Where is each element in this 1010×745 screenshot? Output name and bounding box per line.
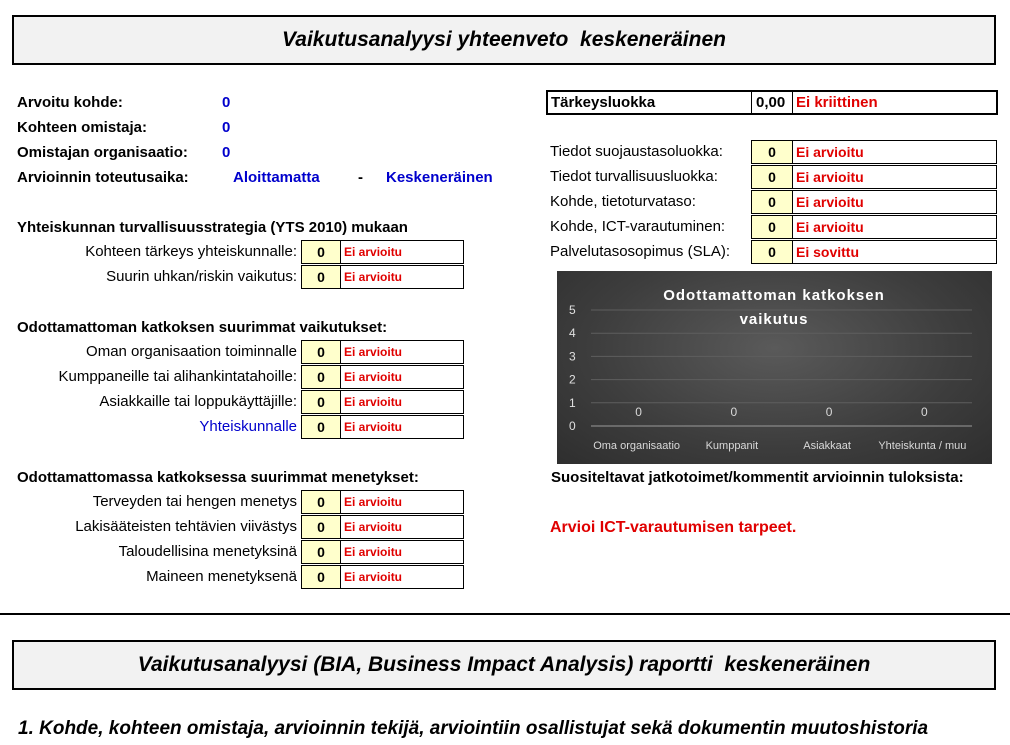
vaikutukset-row-value: 0 [301,390,341,414]
luokat-row-label: Tiedot turvallisuusluokka: [550,168,718,185]
yts-row-status: Ei arvioitu [340,240,464,264]
y-tick-label: 4 [569,326,576,341]
vaikutukset-row-label: Asiakkaille tai loppukäyttäjille: [99,393,297,410]
menetykset-row-label: Lakisääteisten tehtävien viivästys [75,518,297,535]
menetykset-row-status: Ei arvioitu [340,540,464,564]
report-title: Vaikutusanalyysi (BIA, Business Impact Analysis) raportti keskeneräinen [12,640,996,690]
organisaatio-label: Omistajan organisaatio: [17,144,188,161]
yts-heading: Yhteiskunnan turvallisuusstrategia (YTS 2010) mukaan [17,219,408,236]
menetykset-row-value: 0 [301,565,341,589]
y-tick-label: 0 [569,419,576,433]
toteutusaika-status: Keskeneräinen [386,169,493,186]
luokat-row-label: Tiedot suojaustasoluokka: [550,143,723,160]
menetykset-heading: Odottamattomassa katkoksessa suurimmat menetykset: [17,469,419,486]
data-label: 0 [921,405,928,419]
impact-chart [557,271,992,464]
suositus-heading: Suositeltavat jatkotoimet/kommentit arvioinnin tuloksista: [551,469,964,486]
vaikutukset-heading: Odottamattoman katkoksen suurimmat vaikutukset: [17,319,388,336]
data-label: 0 [825,405,833,419]
vaikutukset-row-status: Ei arvioitu [340,415,464,439]
luokat-row-label: Kohde, tietoturvataso: [550,193,696,210]
menetykset-row-value: 0 [301,540,341,564]
arvoitu-kohde-value: 0 [222,94,231,111]
y-tick-label: 5 [569,303,576,317]
tarkeysluokka-status: Ei kriittinen [796,94,878,111]
tarkeysluokka-box [546,90,998,115]
vaikutukset-row-label: Oman organisaation toiminnalle [86,343,297,360]
luokat-row-value: 0 [751,240,793,264]
vaikutukset-row-label: Yhteiskunnalle [199,418,297,435]
menetykset-row-status: Ei arvioitu [340,565,464,589]
x-tick-label: Asiakkaat [803,440,851,452]
vaikutukset-row-value: 0 [301,415,341,439]
divider [792,90,793,115]
data-label: 0 [635,405,642,419]
y-tick-label: 2 [569,372,576,387]
yts-row-label: Kohteen tärkeys yhteiskunnalle: [85,243,297,260]
vaikutukset-row-value: 0 [301,340,341,364]
yts-row-value: 0 [301,265,341,289]
menetykset-row-label: Maineen menetyksenä [146,568,297,585]
divider [751,90,752,115]
impact-chart-svg [557,271,992,464]
chart-title-line2: vaikutus [739,311,809,328]
suositus-text: Arvioi ICT-varautumisen tarpeet. [550,519,797,536]
chart-title-line1: Odottamattoman katkoksen [663,287,885,304]
vaikutukset-row-label: Kumppaneille tai alihankintatahoille: [58,368,297,385]
menetykset-row-label: Taloudellisina menetyksinä [118,543,297,560]
luokat-row-label: Kohde, ICT-varautuminen: [550,218,726,235]
luokat-row-status: Ei arvioitu [792,190,997,214]
toteutusaika-dash: - [358,169,363,186]
organisaatio-value: 0 [222,144,231,161]
arvoitu-kohde-label: Arvoitu kohde: [17,94,123,111]
luokat-row-value: 0 [751,165,793,189]
menetykset-row-status: Ei arvioitu [340,490,464,514]
toteutusaika-start: Aloittamatta [233,169,320,186]
vaikutukset-row-status: Ei arvioitu [340,390,464,414]
x-tick-label: Kumppanit [705,440,759,452]
x-tick-label: Yhteiskunta / muu [878,440,967,452]
summary-title: Vaikutusanalyysi yhteenveto keskeneräinen [12,15,996,65]
luokat-row-status: Ei arvioitu [792,215,997,239]
luokat-row-status: Ei arvioitu [792,140,997,164]
omistaja-label: Kohteen omistaja: [17,119,148,136]
menetykset-row-status: Ei arvioitu [340,515,464,539]
vaikutukset-row-status: Ei arvioitu [340,365,464,389]
luokat-row-status: Ei arvioitu [792,165,997,189]
luokat-row-value: 0 [751,140,793,164]
luokat-row-value: 0 [751,215,793,239]
tarkeysluokka-label: Tärkeysluokka [551,94,656,111]
omistaja-value: 0 [222,119,231,136]
yts-row-label: Suurin uhkan/riskin vaikutus: [106,268,297,285]
toteutusaika-label: Arvioinnin toteutusaika: [17,169,189,186]
yts-row-status: Ei arvioitu [340,265,464,289]
y-tick-label: 3 [569,349,576,364]
menetykset-row-label: Terveyden tai hengen menetys [92,493,297,510]
vaikutukset-row-value: 0 [301,365,341,389]
menetykset-row-value: 0 [301,490,341,514]
luokat-row-label: Palvelutasosopimus (SLA): [550,243,731,260]
luokat-row-status: Ei sovittu [792,240,997,264]
data-label: 0 [730,405,738,419]
x-tick-label: Oma organisaatio [593,440,681,452]
menetykset-row-value: 0 [301,515,341,539]
vaikutukset-row-status: Ei arvioitu [340,340,464,364]
yts-row-value: 0 [301,240,341,264]
page-divider [0,613,1010,615]
tarkeysluokka-value: 0,00 [756,94,786,111]
y-tick-label: 1 [569,395,576,410]
luokat-row-value: 0 [751,190,793,214]
section-1-heading: 1. Kohde, kohteen omistaja, arvioinnin tekijä, arviointiin osallistujat sekä dokumentin muutoshistoria [18,718,929,739]
